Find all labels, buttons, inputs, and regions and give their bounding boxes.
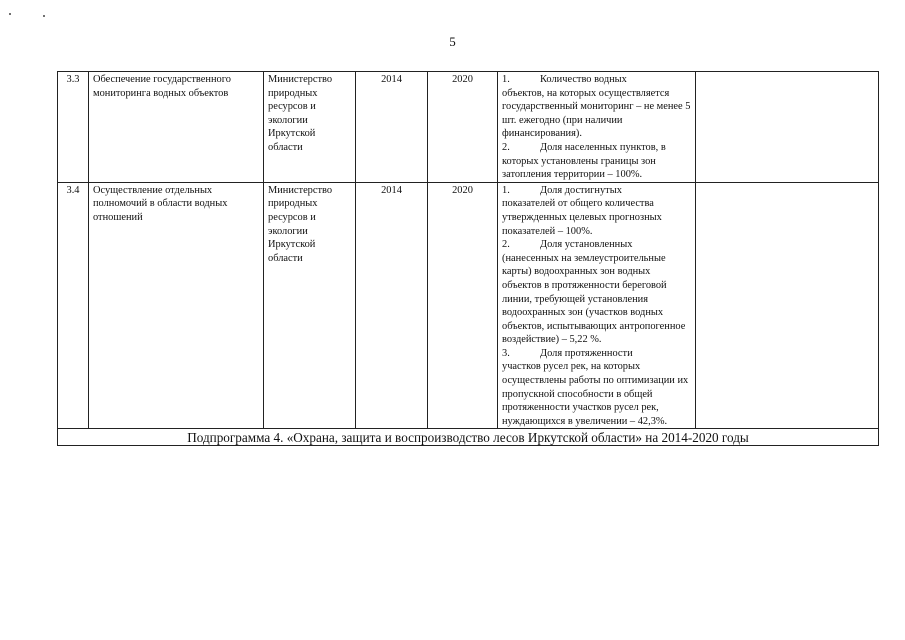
end-year-cell: 2020 (428, 182, 498, 429)
event-cell: Осуществление отдельных полномочий в области водных отношений (89, 182, 264, 429)
executor-cell: Министерство природных ресурсов и экологии Иркутской области (264, 72, 356, 183)
indicators-cell (498, 182, 696, 429)
page-number: 5 (449, 34, 456, 49)
indicator-number: 3. (502, 347, 510, 359)
scan-speck (43, 15, 45, 17)
indicator-head: Доля достигнутых (540, 184, 622, 196)
subprogram-title: Подпрограмма 4. «Охрана, защита и воспроизводство лесов Иркутской области» на 2014-2020 годы (58, 429, 879, 446)
indicator-number: 1. (502, 74, 510, 85)
indicator-number: 1. (502, 184, 510, 196)
indicator-head: Доля протяженности (540, 347, 633, 359)
indicator-head: Количество водных (540, 74, 627, 85)
subprogram-row (58, 429, 879, 446)
indicator-item (502, 238, 691, 347)
indicator-text: показателей от общего количества утвержденных целевых прогнозных показателей – 100%. (502, 198, 662, 237)
measures-table (57, 71, 879, 446)
start-year-cell: 2014 (356, 182, 428, 429)
indicator-item (502, 73, 691, 141)
table-row (58, 182, 879, 429)
indicator-item (502, 347, 691, 429)
note-cell (696, 72, 879, 183)
indicator-text: (нанесенных на землеустроительные карты) водоохранных зон водных объектов в протяженности береговой линии, требующей установления водоохранных зон (участков водных объектов, испытывающих антропогенное воздействие) – 5,22 %. (502, 252, 686, 346)
start-year-cell: 2014 (356, 72, 428, 183)
table-row (58, 72, 879, 183)
note-cell (696, 182, 879, 429)
scan-speck (9, 13, 11, 15)
indicator-text: которых установлены границы зон затопления территории – 100%. (502, 155, 656, 181)
end-year-cell: 2020 (428, 72, 498, 183)
indicator-text: объектов, на которых осуществляется государственный мониторинг – не менее 5 шт. ежегодно (при наличии финансирования). (502, 87, 691, 140)
event-cell: Обеспечение государственного мониторинга водных объектов (89, 72, 264, 183)
row-number: 3.3 (58, 72, 89, 183)
indicator-item (502, 184, 691, 238)
indicator-item (502, 141, 691, 182)
row-number: 3.4 (58, 182, 89, 429)
indicator-head: Доля населенных пунктов, в (540, 141, 666, 153)
indicator-head: Доля установленных (540, 239, 633, 251)
indicators-cell (498, 72, 696, 183)
indicator-number: 2. (502, 239, 510, 251)
indicator-text: участков русел рек, на которых осуществлены работы по оптимизации их пропускной способности в общей протяженности участков русел рек, нуждающихся в увеличении – 42,3%. (502, 361, 689, 427)
executor-cell: Министерство природных ресурсов и экологии Иркутской области (264, 182, 356, 429)
indicator-number: 2. (502, 141, 510, 153)
